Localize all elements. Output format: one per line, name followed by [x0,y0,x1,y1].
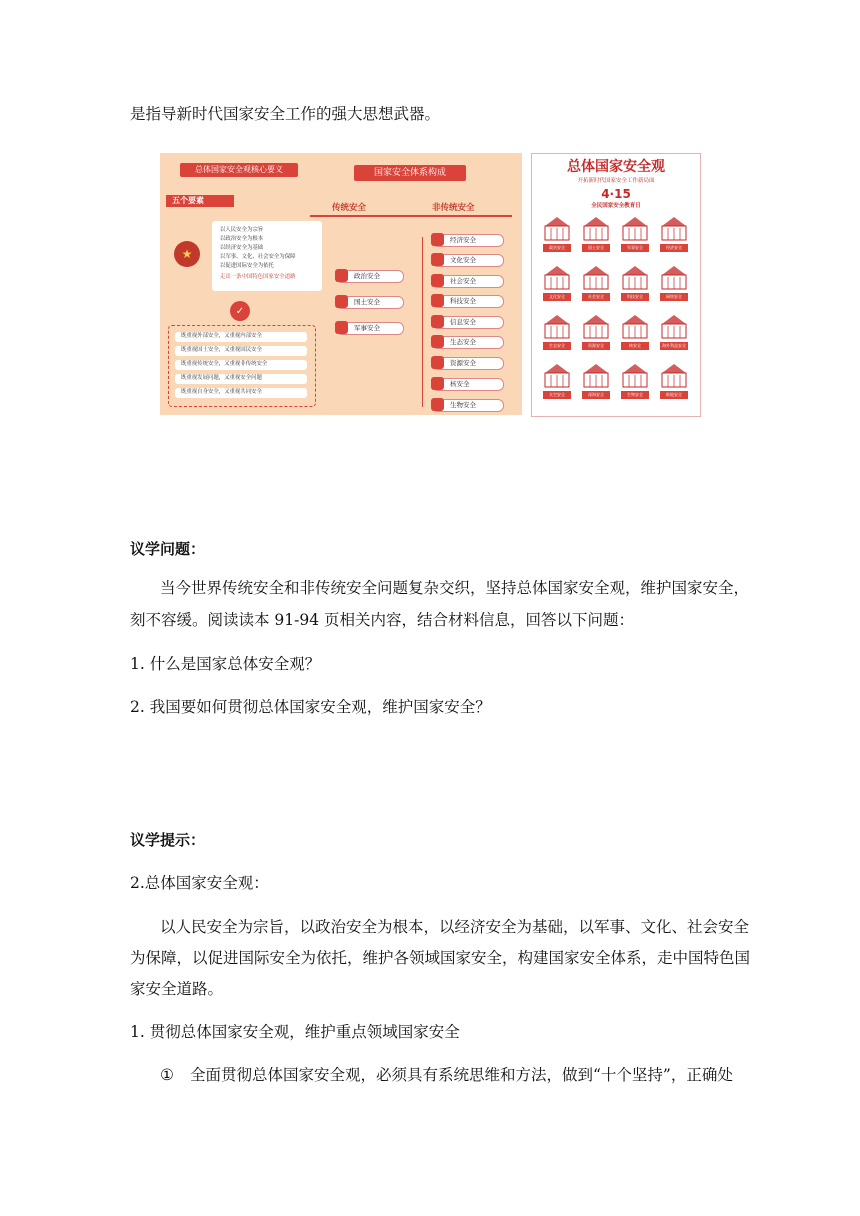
poster-cell-illustration [659,214,689,242]
traditional-item: 国土安全 [336,296,404,309]
poster-cell [618,312,652,352]
poster-cell-label: 资源安全 [582,342,610,350]
military-icon [335,321,348,334]
point-text: 全面贯彻总体国家安全观，必须具有系统思维和方法，做到“十个坚持”，正确处 [190,1066,733,1084]
system-ribbon: 国家安全体系构成 [354,165,466,181]
non-traditional-item: 资源安全 [432,357,504,370]
non-traditional-header: 非传统安全 [432,203,475,213]
poster-cell-label: 社会安全 [582,293,610,301]
poster-cell [540,361,574,401]
traditional-item: 军事安全 [336,322,404,335]
poster-cell [540,214,574,254]
poster-cell-label: 极地安全 [660,391,688,399]
non-traditional-item: 核安全 [432,378,504,391]
point-heading: 1. 贯彻总体国家安全观，维护重点领域国家安全 [130,1023,460,1041]
poster-cell-label: 海外利益安全 [662,343,686,348]
poster-cell-illustration [659,263,689,291]
core-line: 以军事、文化、社会安全为保障 [220,254,296,260]
security-system-infographic [160,153,522,415]
core-line: 以经济安全为基础 [220,245,264,251]
biohazard-icon [431,398,444,411]
poster-cell [618,214,652,254]
poster-cell-label: 核安全 [621,342,649,350]
relation-line: 既重视外部安全，又重视内部安全 [181,333,262,339]
information-icon [431,315,444,328]
poster-cell [657,361,691,401]
culture-icon [431,253,444,266]
relation-line: 既重视发展问题，又重视安全问题 [181,375,262,381]
traditional-header: 传统安全 [332,203,367,213]
header-divider [310,215,512,217]
poster-cell-label: 军事安全 [621,244,649,252]
core-line: 以人民安全为宗旨 [220,227,264,233]
question-paragraph-line: 刻不容缓。阅读读本 91-94 页相关内容，结合材料信息，回答以下问题： [130,611,635,629]
poster-event: 全民国家安全教育日 [591,203,641,209]
poster-cell [618,263,652,303]
relations-box [168,325,316,407]
relation-line: 既重视传统安全，又重视非传统安全 [181,361,268,367]
poster-cell [579,214,613,254]
core-ribbon: 总体国家安全观核心要义 [180,163,298,177]
poster-cell [540,263,574,303]
poster-date: 4·15 [601,187,631,201]
poster-cell-label: 政治安全 [543,244,571,252]
poster-cell-illustration [620,361,650,389]
poster-cell-illustration [581,361,611,389]
core-line: 以促进国际安全为依托 [220,263,274,269]
poster-cell-illustration [659,312,689,340]
five-elements-label: 五个要素 [166,195,234,207]
poster-cell-illustration [620,214,650,242]
poster-cell-illustration [542,214,572,242]
poster-cell-illustration [542,361,572,389]
question-item: 2. 我国要如何贯彻总体国家安全观，维护国家安全？ [130,698,491,716]
poster-cell-label: 生物安全 [621,391,649,399]
poster-cell-label: 生态安全 [543,342,571,350]
poster-cell-label: 国土安全 [582,244,610,252]
poster-cell [657,312,691,352]
poster-subtitle: 开拓新时代国家安全工作新局面 [577,178,655,184]
relation-line: 既重视国土安全，又重视国民安全 [181,347,262,353]
question-item: 1. 什么是国家总体安全观？ [130,655,321,673]
hint-heading: 议学提示： [130,831,206,849]
hint-paragraph-line: 为保障，以促进国际安全为依托，维护各领域国家安全，构建国家安全体系，走中国特色国 [130,949,751,967]
poster-cell-illustration [581,312,611,340]
territory-icon [335,295,348,308]
non-traditional-item: 社会安全 [432,275,504,288]
intro-line: 是指导新时代国家安全工作的强大思想武器。 [130,105,441,123]
poster-cell-label: 科技安全 [621,293,649,301]
hint-paragraph-line: 以人民安全为宗旨，以政治安全为根本，以经济安全为基础，以军事、文化、社会安全 [160,918,750,936]
poster-cell [579,312,613,352]
poster-cell-illustration [581,214,611,242]
poster-cell [657,263,691,303]
non-traditional-item: 科技安全 [432,295,504,308]
hint-paragraph-line: 家安全道路。 [130,980,224,998]
poster-cell-label: 深海安全 [582,391,610,399]
shield-icon: ✓ [230,301,250,321]
question-heading: 议学问题： [130,540,206,558]
poster-cell-label: 网络安全 [660,293,688,301]
non-traditional-connector [422,237,423,407]
poster-cell-illustration [620,312,650,340]
non-traditional-item: 信息安全 [432,316,504,329]
non-traditional-item: 经济安全 [432,234,504,247]
traditional-item: 政治安全 [336,270,404,283]
poster-cell-illustration [659,361,689,389]
core-line: 走出一条中国特色国家安全道路 [220,274,296,280]
poster-title: 总体国家安全观 [567,159,665,175]
point-marker: ① [160,1066,174,1084]
relation-line: 既重视自身安全，又重视共同安全 [181,389,262,395]
poster-cell-illustration [620,263,650,291]
non-traditional-item: 生物安全 [432,399,504,412]
nuclear-icon [431,377,444,390]
society-icon [431,274,444,287]
technology-icon [431,294,444,307]
resources-icon [431,356,444,369]
economy-icon [431,233,444,246]
poster-cell-illustration [581,263,611,291]
emblem-icon: ★ [174,241,200,267]
poster-cell-label: 太空安全 [543,391,571,399]
question-paragraph-line: 当今世界传统安全和非传统安全问题复杂交织，坚持总体国家安全观，维护国家安全， [160,579,750,597]
political-icon [335,269,348,282]
poster-cell [657,214,691,254]
poster-cell-illustration [542,263,572,291]
poster-cell [540,312,574,352]
poster-cell [579,361,613,401]
ecology-icon [431,335,444,348]
core-box [212,221,322,291]
poster-cell-label: 文化安全 [543,293,571,301]
security-poster [531,153,701,417]
poster-cell-illustration [542,312,572,340]
hint-subheading: 2.总体国家安全观： [130,874,269,892]
non-traditional-item: 生态安全 [432,336,504,349]
poster-cell-label: 经济安全 [660,244,688,252]
non-traditional-item: 文化安全 [432,254,504,267]
poster-cell [618,361,652,401]
poster-cell [579,263,613,303]
core-line: 以政治安全为根本 [220,236,264,242]
